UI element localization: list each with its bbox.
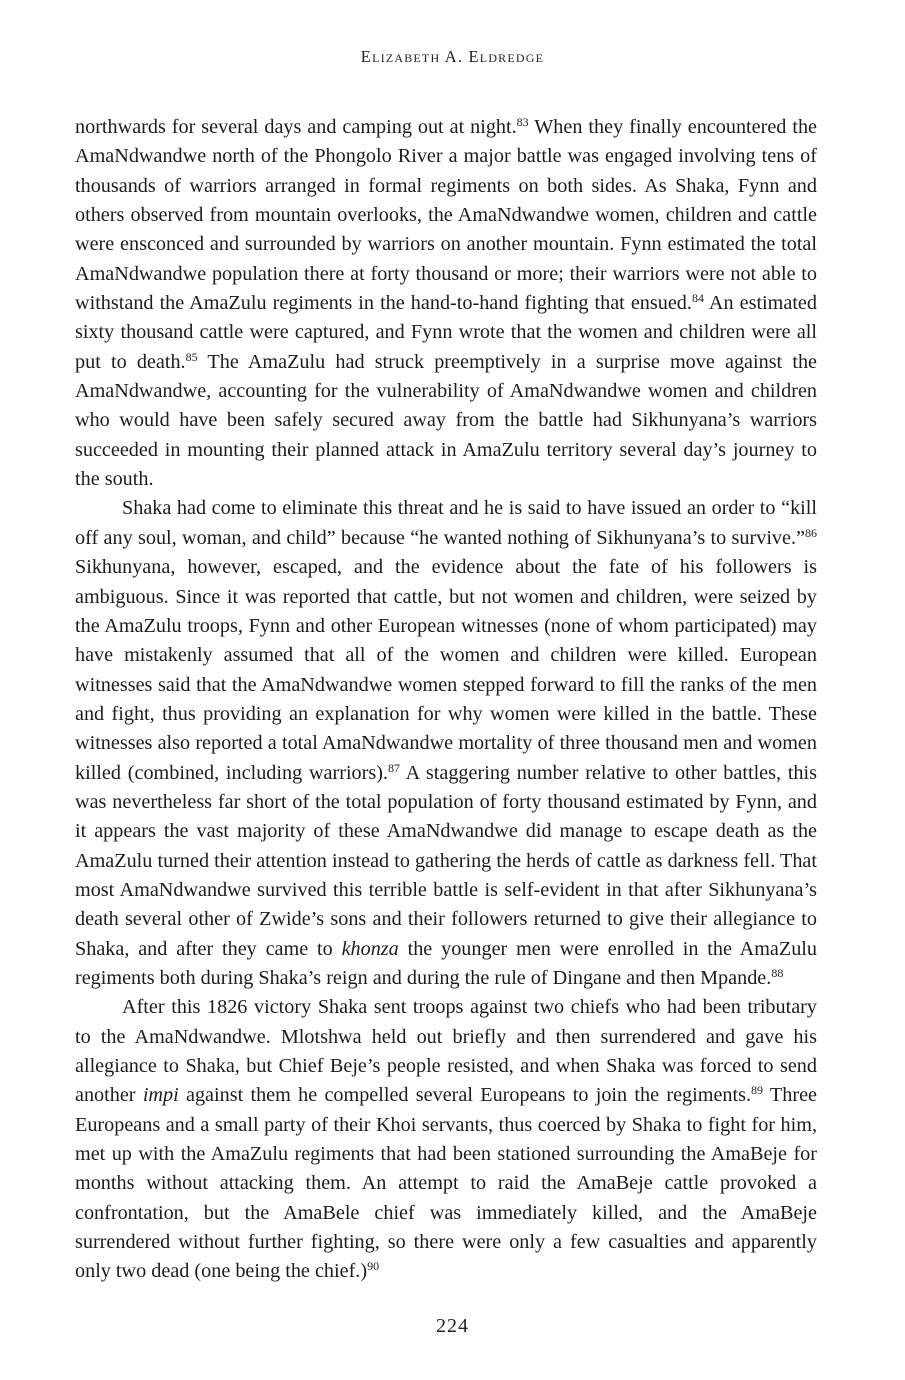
footnote-ref: 83: [516, 115, 529, 129]
paragraph-1: [75, 113, 817, 494]
text-run: against them he compelled several Europeans to join the regiments.: [178, 1084, 752, 1107]
text-run: northwards for several days and camping out at night.: [75, 116, 517, 138]
footnote-ref: 90: [367, 1259, 380, 1274]
page-number: 224: [436, 1315, 469, 1337]
text-run: Shaka had come to eliminate this threat and he is said to have issued an order to “kill off any soul, woman, and child” because “he wanted nothing of Sikhunyana’s to survive.”: [75, 497, 817, 549]
text-run: Sikhunyana, however, escaped, and the evidence about the fate of his followers is ambiguous. Since it was reported that cattle, but not women and children, were seized by the AmaZulu troops, Fynn and other European witnesses (none of whom participated) may have mistakenly assumed that all of the women and children were killed. European witnesses said that the AmaNdwandwe women stepped forward to fill the ranks of the men and fight, thus providing an explanation for why women were killed in the battle. These witnesses also reported a total AmaNdwandwe mortality of three thousand men and women killed (combined, including warriors).: [75, 556, 817, 784]
footnote-ref: 85: [185, 349, 198, 364]
text-run: After this 1826 victory Shaka sent troops against two chiefs who had been tributary to the AmaNdwandwe. Mlotshwa held out briefly and then surrendered and gave his allegiance to Shaka, but Chief Beje’s people resisted, and when Shaka was forced to send another: [75, 996, 817, 1107]
paragraph-3: [75, 993, 817, 1286]
footnote-ref: 84: [691, 291, 704, 306]
italic-term: impi: [142, 1084, 179, 1107]
running-head: Elizabeth A. Eldredge: [360, 47, 545, 66]
text-run: An estimated sixty thousand cattle were captured, and Fynn wrote that the women and children were all put to death.: [75, 292, 817, 373]
text-run: The AmaZulu had struck preemptively in a surprise move against the AmaNdwandwe, accounting for the vulnerability of AmaNdwandwe women and children who would have been safely secured away from the battle had Sikhunyana’s warriors succeeded in mounting their planned attack in AmaZulu territory several day’s journey to the south.: [75, 350, 817, 491]
text-run: the younger men were enrolled in the AmaZulu regiments both during Shaka’s reign and during the rule of Dingane and then Mpande.: [75, 937, 817, 989]
footnote-ref: 86: [805, 525, 817, 540]
italic-term: khonza: [341, 937, 399, 960]
footnote-ref: 87: [388, 760, 400, 775]
footnote-ref: 89: [751, 1083, 764, 1098]
body-text: [75, 113, 817, 1287]
footnote-ref: 88: [771, 965, 784, 980]
text-run: When they finally encountered the AmaNdwandwe north of the Phongolo River a major battle was engaged involving tens of thousands of warriors arranged in formal regiments on both sides. As Shaka, Fynn and others observed from mountain overlooks, the AmaNdwandwe women, children and cattle were ensconced and surrounded by warriors on another mountain. Fynn estimated the total AmaNdwandwe population there at forty thousand or more; their warriors were not able to withstand the AmaZulu regiments in the hand-to-hand fighting that ensued.: [75, 116, 817, 315]
paragraph-2: [75, 494, 817, 993]
text-run: Three Europeans and a small party of their Khoi servants, thus coerced by Shaka to fight for him, met up with the AmaZulu regiments that had been stationed surrounding the AmaBeje for months without attacking them. An attempt to raid the AmaBeje cattle provoked a confrontation, but the AmaBele chief was immediately killed, and the AmaBeje surrendered without further fighting, so there were only a few casualties and apparently only two dead (one being the chief.): [75, 1084, 817, 1283]
text-run: A staggering number relative to other battles, this was nevertheless far short of the total population of forty thousand estimated by Fynn, and it appears the vast majority of these AmaNdwandwe did manage to escape death as the AmaZulu turned their attention instead to gathering the herds of cattle as darkness fell. That most AmaNdwandwe survived this terrible battle is self-evident in that after Sikhunyana’s death several other of Zwide’s sons and their followers returned to give their allegiance to Shaka, and after they came to: [75, 761, 817, 960]
